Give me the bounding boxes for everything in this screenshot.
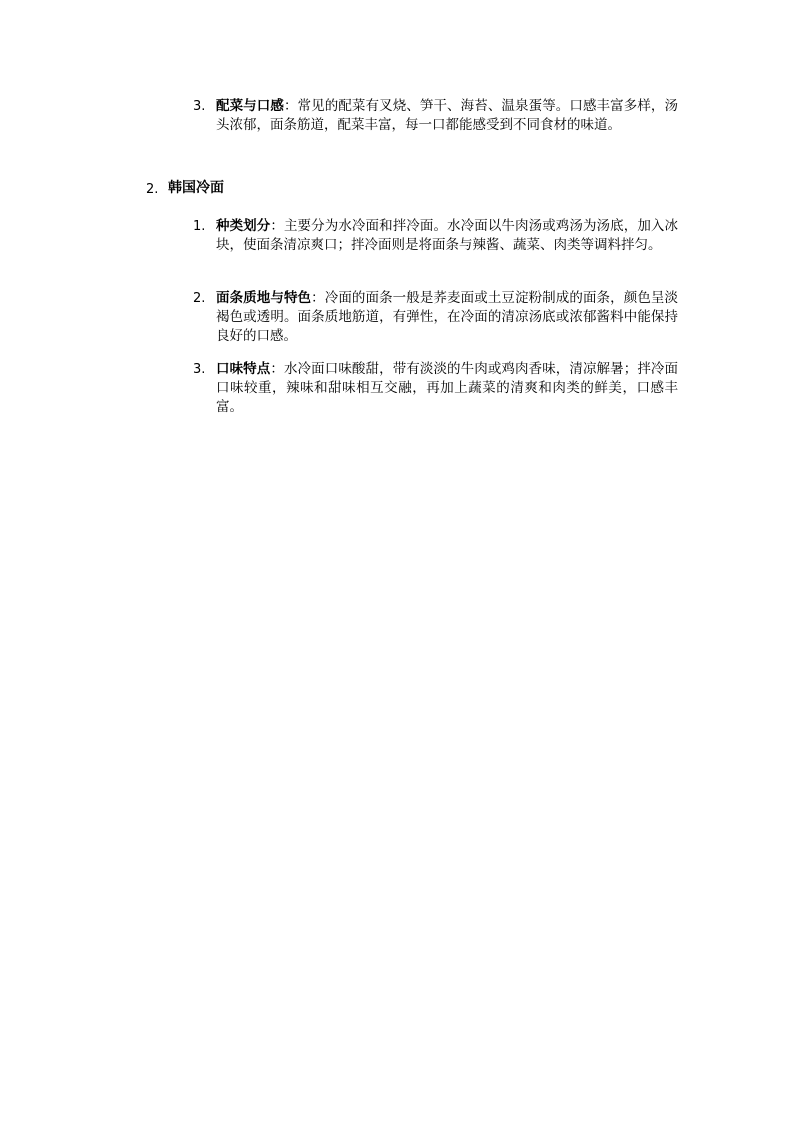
list-number: 3. bbox=[193, 362, 206, 377]
list-number: 1. bbox=[193, 219, 206, 234]
list-number: 3. bbox=[193, 99, 206, 114]
list-item-categories bbox=[216, 217, 678, 255]
list-number: 2. bbox=[193, 291, 206, 306]
item-text: ：水冷面口味酸甜，带有淡淡的牛肉或鸡肉香味，清凉解暑；拌冷面口味较重，辣味和甜味相互交融，再加上蔬菜的清爽和肉类的鲜美，口感丰富。 bbox=[216, 361, 679, 415]
item-text: ：主要分为水冷面和拌冷面。水冷面以牛肉汤或鸡汤为汤底，加入冰块，使面条清凉爽口；拌冷面则是将面条与辣酱、蔬菜、肉类等调料拌匀。 bbox=[216, 218, 679, 253]
item-text: ：冷面的面条一般是荞麦面或土豆淀粉制成的面条，颜色呈淡褐色或透明。面条质地筋道，有弹性，在冷面的清凉汤底或浓郁酱料中能保持良好的口感。 bbox=[216, 290, 679, 344]
item-text: ：常见的配菜有叉烧、笋干、海苔、温泉蛋等。口感丰富多样，汤头浓郁，面条筋道，配菜丰富，每一口都能感受到不同食材的味道。 bbox=[216, 98, 679, 133]
section-number: 2. bbox=[146, 182, 159, 197]
item-term: 面条质地与特色 bbox=[216, 290, 312, 306]
list-item-noodle-texture bbox=[216, 289, 678, 346]
item-term: 口味特点 bbox=[216, 361, 271, 377]
item-term: 配菜与口感 bbox=[216, 98, 284, 114]
section-title: 韩国冷面 bbox=[168, 180, 224, 196]
item-term: 种类划分 bbox=[216, 218, 271, 234]
list-item-flavor bbox=[216, 360, 678, 417]
list-item-side-dishes bbox=[216, 97, 678, 135]
